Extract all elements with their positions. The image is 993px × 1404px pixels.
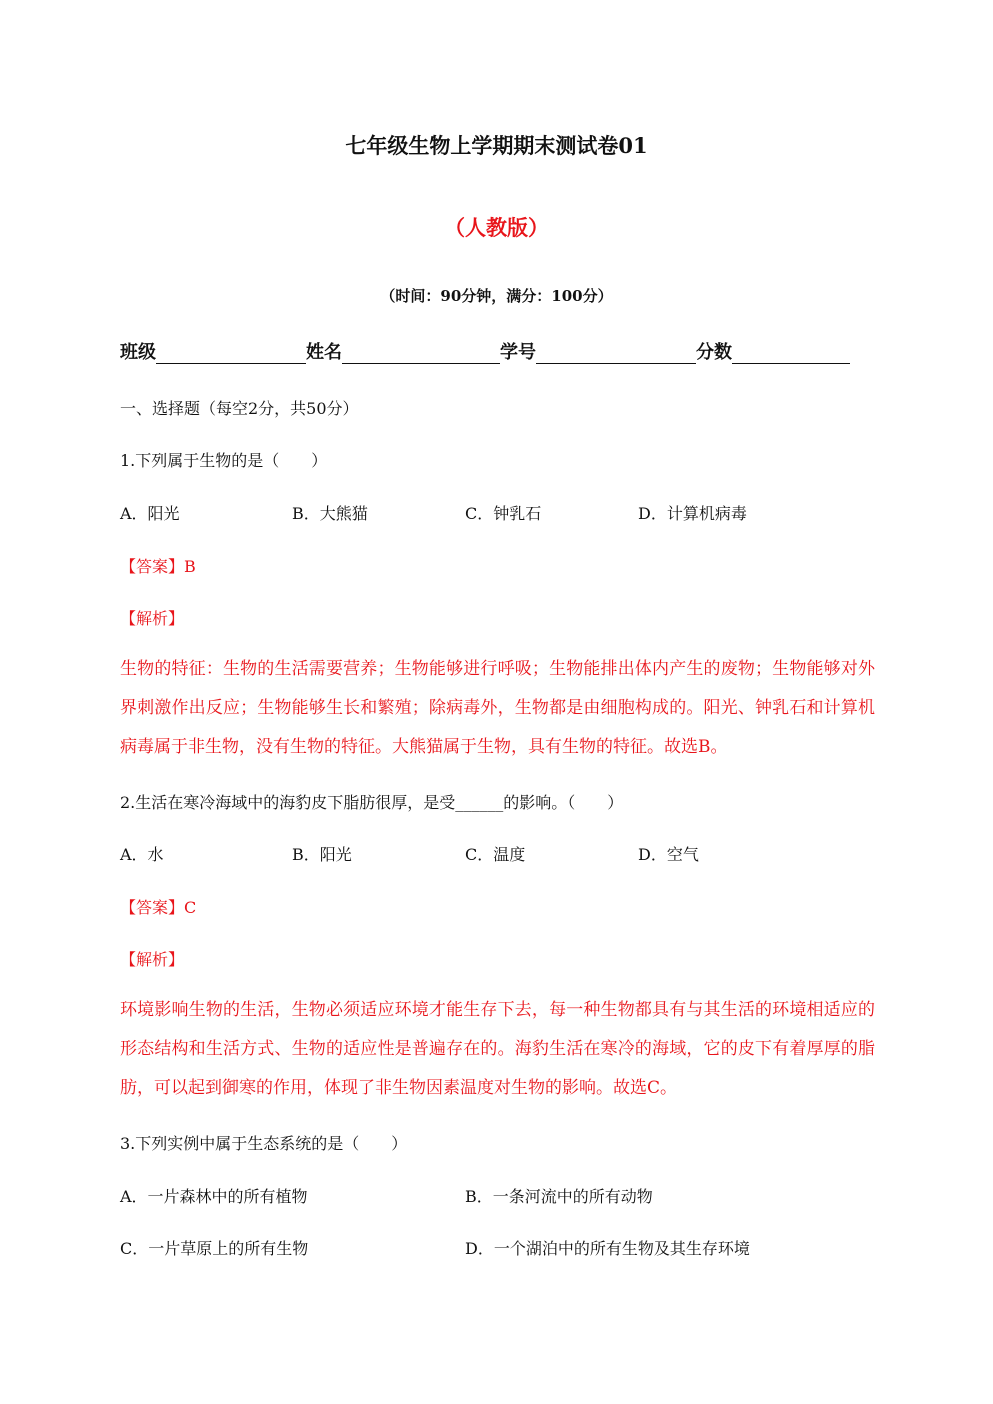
score-blank[interactable] — [732, 341, 850, 364]
q2-analysis: 环境影响生物的生活，生物必须适应环境才能生存下去，每一种生物都具有与其生活的环境相适应的形态结构和生活方式、生物的适应性是普遍存在的。海豹生活在寒冷的海域，它的皮下有着厚厚的脂肪，可以起到御寒的作用，体现了非生物因素温度对生物的影响。故选C。 — [120, 1000, 875, 1098]
page-title: 七年级生物上学期期末测试卷01 — [345, 133, 648, 158]
class-label: 班级 — [120, 342, 156, 363]
q2-option-d: D．空气 — [638, 845, 699, 864]
question-1-stem: 1.下列属于生物的是（ ） — [120, 451, 328, 470]
q2-option-a: A．水 — [120, 845, 164, 864]
section-heading: 一、选择题（每空2分，共50分） — [120, 399, 359, 418]
question-2-stem: 2.生活在寒冷海域中的海豹皮下脂肪很厚，是受______的影响。（ ） — [120, 793, 624, 812]
q1-analysis-label: 【解析】 — [120, 609, 185, 628]
q1-answer: 【答案】B — [120, 557, 196, 576]
q3-option-d: D．一个湖泊中的所有生物及其生存环境 — [465, 1239, 750, 1258]
question-3-stem: 3.下列实例中属于生态系统的是（ ） — [120, 1134, 408, 1153]
student-id-label: 学号 — [500, 342, 536, 363]
student-id-blank[interactable] — [536, 341, 696, 364]
q2-option-b: B．阳光 — [292, 845, 352, 864]
q2-option-c: C．温度 — [465, 845, 526, 864]
q3-option-b: B．一条河流中的所有动物 — [465, 1187, 653, 1206]
edition-subtitle: （人教版） — [444, 215, 549, 240]
q1-option-b: B．大熊猫 — [292, 504, 368, 523]
time-info: （时间：90分钟，满分：100分） — [380, 287, 613, 305]
q2-answer: 【答案】C — [120, 898, 197, 917]
q3-option-c: C．一片草原上的所有生物 — [120, 1239, 309, 1258]
q1-option-a: A．阳光 — [120, 504, 180, 523]
q1-option-c: C．钟乳石 — [465, 504, 542, 523]
student-info-fields — [120, 336, 870, 364]
class-blank[interactable] — [156, 341, 306, 364]
q1-analysis: 生物的特征：生物的生活需要营养；生物能够进行呼吸；生物能排出体内产生的废物；生物能够对外界刺激作出反应；生物能够生长和繁殖；除病毒外，生物都是由细胞构成的。阳光、钟乳石和计算机病毒属于非生物，没有生物的特征。大熊猫属于生物，具有生物的特征。故选B。 — [120, 659, 875, 757]
q1-option-d: D．计算机病毒 — [638, 504, 747, 523]
score-label: 分数 — [696, 342, 732, 363]
q3-option-a: A．一片森林中的所有植物 — [120, 1187, 308, 1206]
name-blank[interactable] — [342, 341, 500, 364]
name-label: 姓名 — [306, 342, 342, 363]
q2-analysis-label: 【解析】 — [120, 950, 185, 969]
